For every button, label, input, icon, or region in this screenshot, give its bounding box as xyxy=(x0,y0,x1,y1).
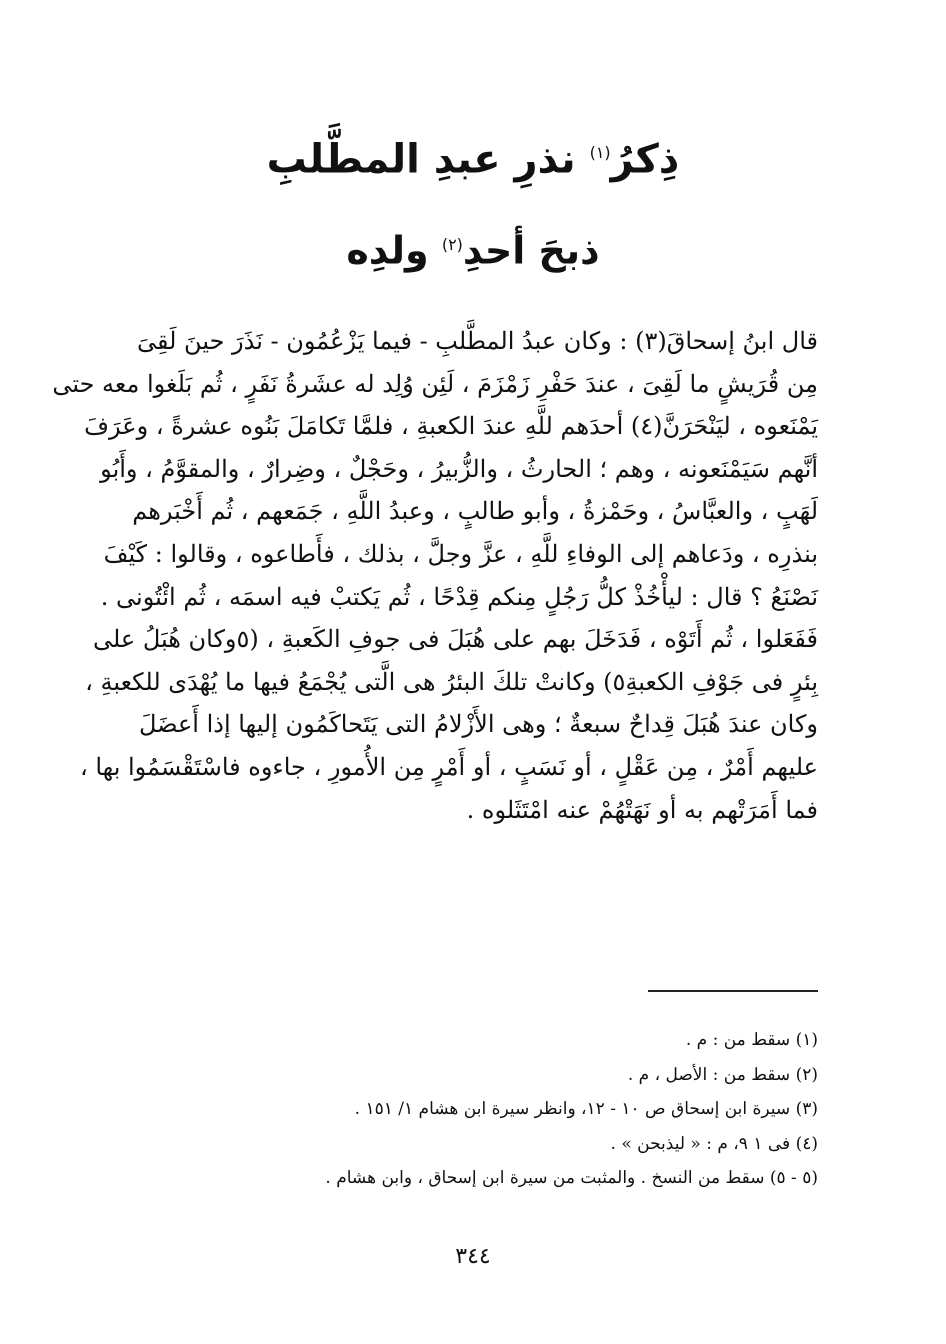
chapter-title-rest: نذرِ عبدِ المطَّلبِ xyxy=(266,136,576,183)
body-line: قال ابنُ إسحاقَ(٣) : وكان عبدُ المطَّلبِ - فيما يَزْعُمُون - نَذَرَ حينَ لَقِىَ xyxy=(136,327,818,355)
footnote: (٣) سيرة ابن إسحاق ص ١٠ - ١٢، وانظر سيرة ابن هشام ١/ ١٥١ . xyxy=(354,1099,818,1119)
chapter-subtitle xyxy=(0,212,946,284)
footnote-divider xyxy=(648,990,818,992)
body-line: فَفَعَلوا ، ثُم أَتَوْه ، فَدَخَلَ بهم على هُبَلَ فى جوفِ الكَعبةِ ، (٥وكان هُبَلُ على xyxy=(92,625,818,654)
footnotes xyxy=(128,1023,818,1196)
page-number: ٣٤٤ xyxy=(455,1244,491,1269)
body-line: بنذرِه ، ودَعاهم إلى الوفاءِ للَّهِ ، عزَّ وجلَّ ، بذلك ، فأَطاعوه ، وقالوا : كَيْفَ xyxy=(103,539,818,568)
body-paragraph xyxy=(52,320,818,831)
body-line: فما أَمَرَتْهم به أو نَهَتْهُمْ عنه امْتَثَلوه . xyxy=(466,795,818,824)
footnote-ref-1: (١) xyxy=(589,143,611,162)
body-line: مِن قُرَيشٍ ما لَقِىَ ، عندَ حَفْرِ زَمْزَمَ ، لَئِن وُلِد له عشَرةُ نَفَرٍ ، ثُم بَلَغوا معه حتى xyxy=(52,369,818,398)
chapter-title xyxy=(0,118,946,194)
footnote: (٢) سقط من : الأصل ، م . xyxy=(627,1064,818,1085)
footnote: (٤) فى ١ ٩، م : « ليذبحن » . xyxy=(610,1133,818,1154)
body-line: يَمْنَعوه ، ليَنْحَرَنَّ(٤) أحدَهم للَّهِ عندَ الكعبةِ ، فلمَّا تَكامَلَ بَنُوه عشرةً ، وعَرَفَ xyxy=(84,412,818,441)
body-line: وكان عندَ هُبَلَ قِداحٌ سبعةٌ ؛ وهى الأَزْلامُ التى يَتَحاكَمُون إليها إذا أَعضَلَ xyxy=(138,710,818,739)
body-line: بِئرٍ فى جَوْفِ الكعبةِ٥) وكانتْ تلكَ البئرُ هى الَّتى يُجْمَعُ فيها ما يُهْدَى للكعبةِ ، xyxy=(85,667,818,696)
body-line: لَهَبٍ ، والعبَّاسُ ، وحَمْزةُ ، وأبو طالبٍ ، وعبدُ اللَّهِ ، جَمَعهم ، ثُم أَخْبَرهم xyxy=(132,497,818,526)
body-line: أنَّهم سَيَمْنَعونه ، وهم ؛ الحارثُ ، والزُّبيرُ ، وحَجْلٌ ، وضِرارٌ ، والمقوَّمُ ، وأَبُو xyxy=(100,454,818,483)
footnote: (١) سقط من : م . xyxy=(685,1030,818,1050)
chapter-title-word: ذِكرُ xyxy=(610,136,680,183)
chapter-subtitle-rest: ولدِه xyxy=(346,228,429,273)
chapter-subtitle-words: ذبحَ أحدِ xyxy=(462,228,600,273)
footnote: (٥ - ٥) سقط من النسخ . والمثبت من سيرة ابن إسحاق ، وابن هشام . xyxy=(325,1168,818,1188)
body-line: نَصْنَعُ ؟ قال : ليأْخُذْ كلُّ رَجُلٍ مِنكم قِدْحًا ، ثُم يَكتبْ فيه اسمَه ، ثُم ائْتُونى . xyxy=(100,582,818,611)
footnote-ref-2: (٢) xyxy=(441,235,463,254)
body-line: عليهم أَمْرٌ ، مِن عَقْلٍ ، أو نَسَبٍ ، أو أَمْرٍ مِن الأُمورِ ، جاءوه فاسْتَقْسَمُوا بها ، xyxy=(79,752,818,781)
